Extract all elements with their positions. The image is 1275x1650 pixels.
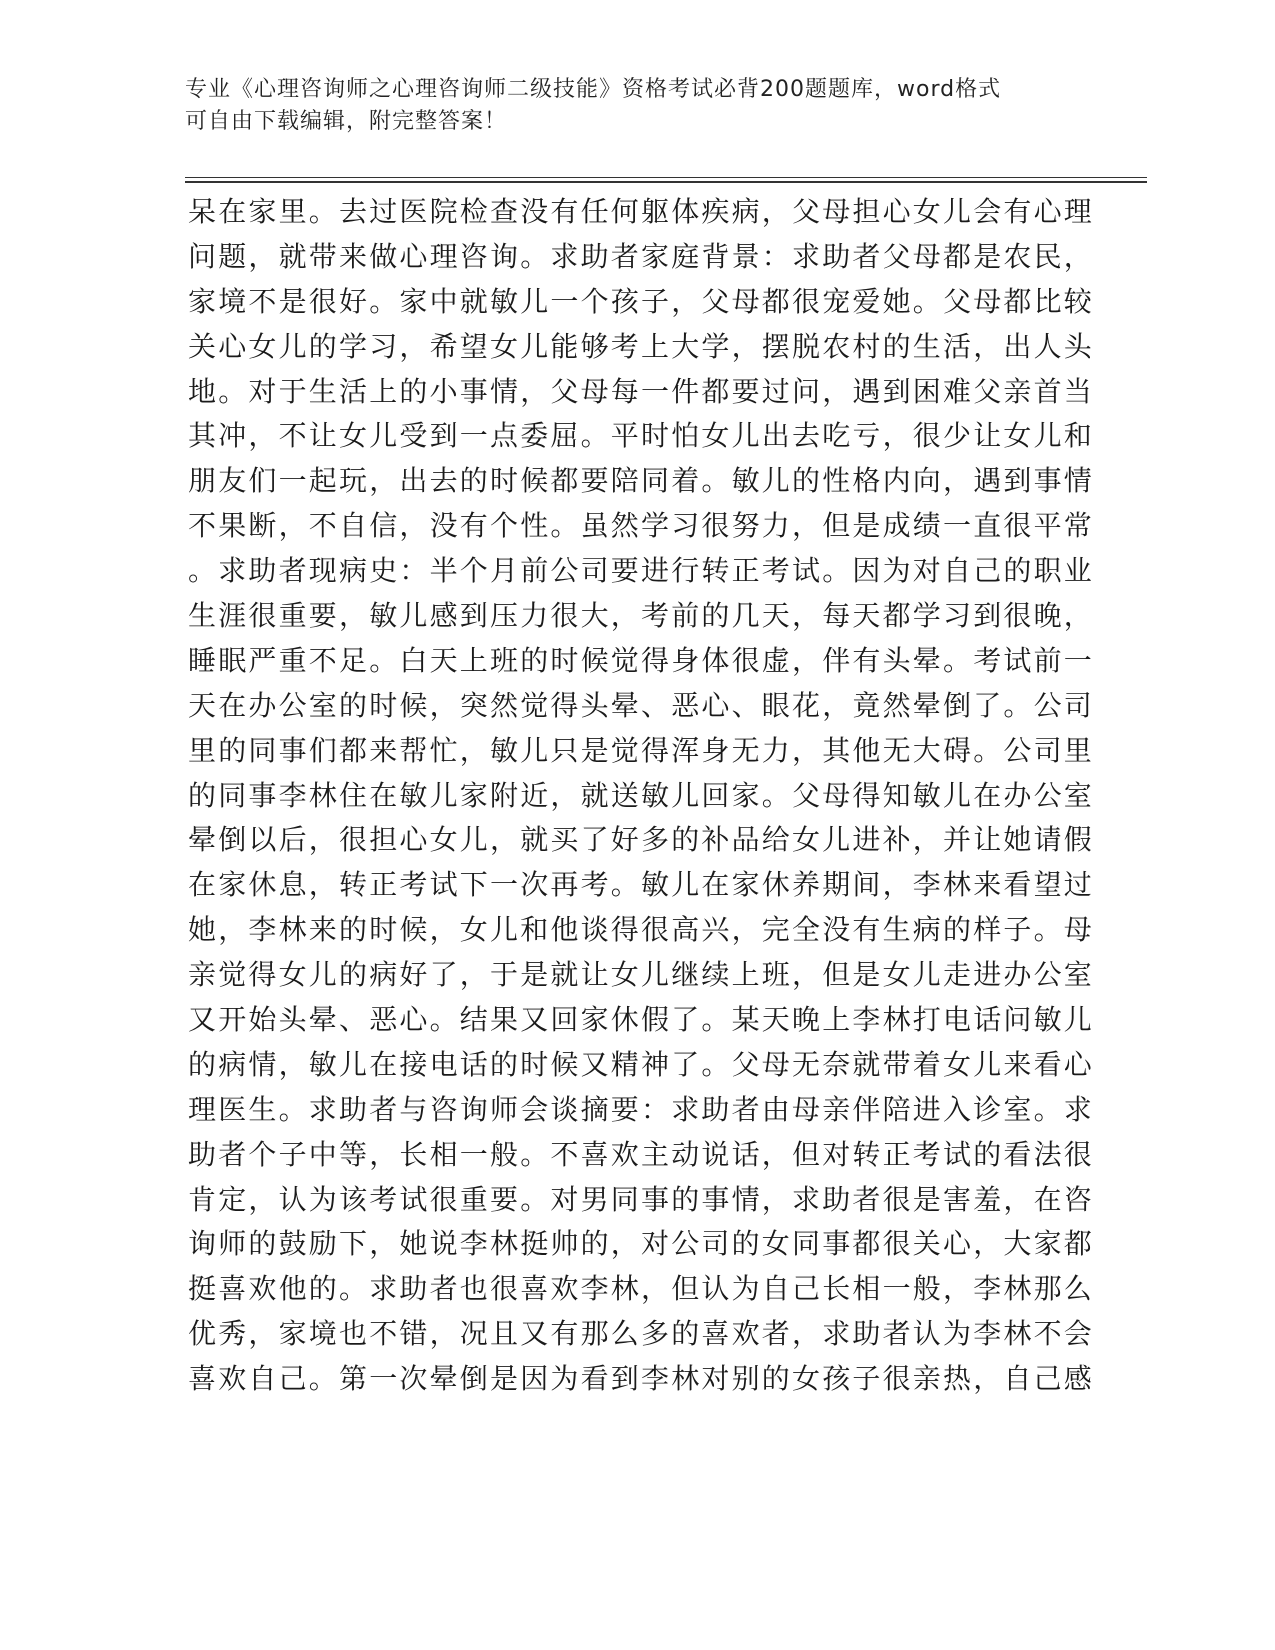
body-line: 其冲，不让女儿受到一点委屈。平时怕女儿出去吃亏，很少让女儿和 <box>188 419 1095 453</box>
body-line: 生涯很重要，敏儿感到压力很大，考前的几天，每天都学习到很晚， <box>188 599 1095 633</box>
body-line: 肯定，认为该考试很重要。对男同事的事情，求助者很是害羞，在咨 <box>188 1182 1095 1216</box>
body-line: 又开始头晕、恶心。结果又回家休假了。某天晚上李林打电话问敏儿 <box>188 1003 1095 1037</box>
body-line: 关心女儿的学习，希望女儿能够考上大学，摆脱农村的生活，出人头 <box>188 329 1095 363</box>
body-line: 朋友们一起玩，出去的时候都要陪同着。敏儿的性格内向，遇到事情 <box>188 464 1095 498</box>
body-line: 询师的鼓励下，她说李林挺帅的，对公司的女同事都很关心，大家都 <box>188 1227 1095 1261</box>
header-divider-thick <box>185 181 1147 183</box>
header-line-1: 专业《心理咨询师之心理咨询师二级技能》资格考试必背200题题库，word格式 <box>185 77 1002 102</box>
body-line: 在家休息，转正考试下一次再考。敏儿在家休养期间，李林来看望过 <box>188 868 1095 902</box>
body-line: 她，李林来的时候，女儿和他谈得很高兴，完全没有生病的样子。母 <box>188 913 1095 947</box>
body-line: 的同事李林住在敏儿家附近，就送敏儿回家。父母得知敏儿在办公室 <box>188 778 1095 812</box>
header-divider-thin <box>185 177 1147 178</box>
body-line: 挺喜欢他的。求助者也很喜欢李林，但认为自己长相一般，李林那么 <box>188 1272 1095 1306</box>
body-line: 睡眠严重不足。白天上班的时候觉得身体很虚，伴有头晕。考试前一 <box>188 643 1095 677</box>
body-line: 家境不是很好。家中就敏儿一个孩子，父母都很宠爱她。父母都比较 <box>188 284 1095 318</box>
body-line: 天在办公室的时候，突然觉得头晕、恶心、眼花，竟然晕倒了。公司 <box>188 688 1095 722</box>
body-line: 优秀，家境也不错，况且又有那么多的喜欢者，求助者认为李林不会 <box>188 1317 1095 1351</box>
body-line: 亲觉得女儿的病好了，于是就让女儿继续上班，但是女儿走进办公室 <box>188 958 1095 992</box>
body-line: 。求助者现病史：半个月前公司要进行转正考试。因为对自己的职业 <box>188 554 1095 588</box>
body-text <box>188 190 1095 1402</box>
body-line: 喜欢自己。第一次晕倒是因为看到李林对别的女孩子很亲热，自己感 <box>188 1362 1095 1396</box>
body-line: 问题，就带来做心理咨询。求助者家庭背景：求助者父母都是农民， <box>188 239 1095 273</box>
body-line: 理医生。求助者与咨询师会谈摘要：求助者由母亲伴陪进入诊室。求 <box>188 1092 1095 1126</box>
body-line: 里的同事们都来帮忙，敏儿只是觉得浑身无力，其他无大碍。公司里 <box>188 733 1095 767</box>
header-line-2: 可自由下载编辑，附完整答案！ <box>185 109 508 134</box>
body-line: 晕倒以后，很担心女儿，就买了好多的补品给女儿进补，并让她请假 <box>188 823 1095 857</box>
body-line: 呆在家里。去过医院检查没有任何躯体疾病，父母担心女儿会有心理 <box>188 195 1095 228</box>
body-line: 不果断，不自信，没有个性。虽然学习很努力，但是成绩一直很平常 <box>188 509 1095 543</box>
body-line: 助者个子中等，长相一般。不喜欢主动说话，但对转正考试的看法很 <box>188 1137 1095 1171</box>
body-line: 的病情，敏儿在接电话的时候又精神了。父母无奈就带着女儿来看心 <box>188 1047 1095 1081</box>
body-line: 地。对于生活上的小事情，父母每一件都要过问，遇到困难父亲首当 <box>188 374 1095 408</box>
page-header <box>185 74 1065 138</box>
